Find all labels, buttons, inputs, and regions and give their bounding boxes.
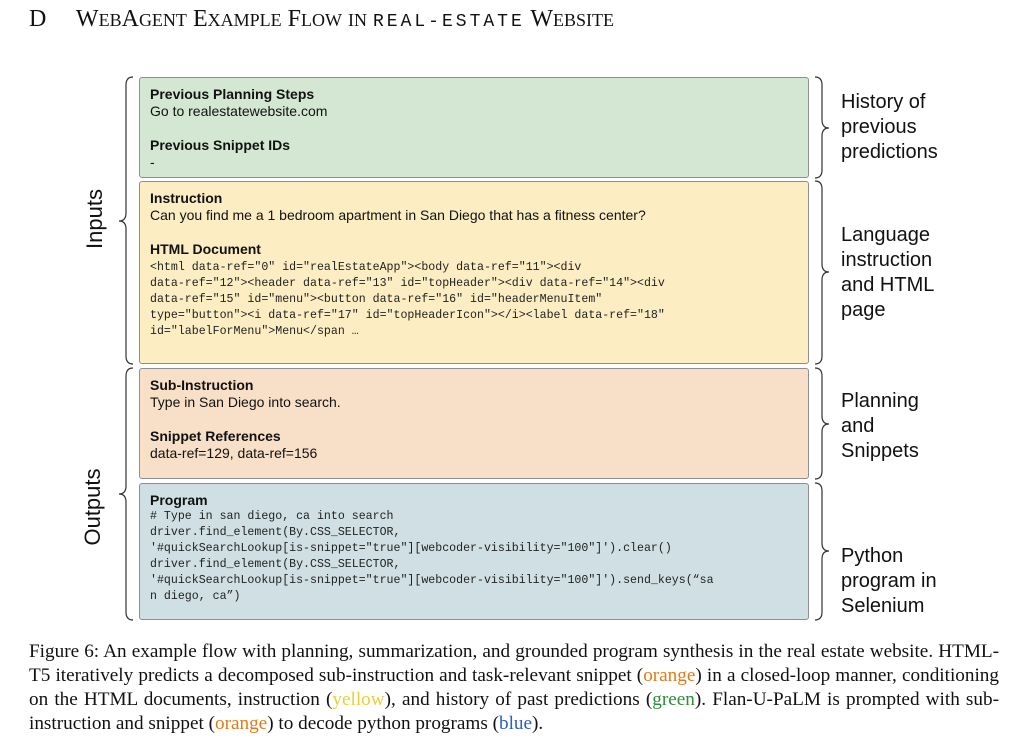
outputs-label: Outputs: [80, 468, 105, 546]
instruction-right-line-1: Language: [841, 224, 930, 246]
instruction-right-label: [841, 223, 934, 323]
heading-word-agent-initial: A: [121, 6, 139, 32]
program-label: Program: [150, 492, 208, 508]
section-letter: D: [29, 6, 47, 32]
planning-right-line-1: Planning: [841, 390, 919, 412]
program-box: [139, 483, 809, 620]
program-code: # Type in san diego, ca into search driver.find_element(By.CSS_SELECTOR, '#quickSearchLookup[is-snippet="true"][webcoder-visibility="100"]').clear() driver.find_element(By.CSS_SELECTOR, '#quickSearchLookup[is-snippet="true"][webcoder-visibility="100"]').send_keys(“sa n diego, ca”): [150, 510, 714, 603]
heading-word-web-rest: EB: [98, 10, 122, 30]
caption-yellow: yellow: [332, 689, 385, 710]
html-document-code: <html data-ref="0" id="realEstateApp"><body data-ref="11"><div data-ref="12"><header data-ref="13" id="topHeader"><div data-ref="14"><div data-ref="15" id="menu"><button data-ref="16" id="headerMenuItem" type="button"><i data-ref="17" id="topHeaderIcon"></i><label data-ref="18" id="labelForMenu">Menu</span …: [150, 261, 665, 338]
planning-box: [139, 368, 809, 479]
history-brace: [815, 77, 829, 178]
history-right-line-2: previous: [841, 116, 917, 138]
instruction-right-line-3: and HTML: [841, 274, 935, 296]
inputs-label: Inputs: [82, 189, 107, 249]
heading-word-agent-rest: GENT: [138, 10, 187, 30]
caption-part-2: ) in a closed-loop manner, conditioning on the HTML documents, instruction (: [29, 665, 999, 710]
instruction-brace: [815, 181, 829, 364]
caption-part-5: ) to decode python programs (: [267, 713, 499, 734]
history-right-line-1: History of: [841, 91, 926, 113]
heading-word-example-rest: XAMPLE: [207, 10, 282, 30]
instruction-box: [139, 181, 809, 364]
heading-word-web-initial: W: [75, 6, 99, 32]
previous-snippet-ids-text: -: [150, 154, 155, 170]
history-right-line-3: predictions: [841, 141, 938, 163]
heading-word-flow-initial: F: [287, 6, 301, 32]
caption-part-3: ), and history of past predictions (: [384, 689, 653, 710]
planning-brace: [815, 368, 829, 479]
previous-planning-steps-label: Previous Planning Steps: [150, 86, 315, 102]
instruction-right-line-4: page: [841, 299, 886, 321]
figure-caption: [29, 640, 999, 736]
caption-blue: blue: [499, 713, 533, 734]
history-right-label: [841, 90, 938, 165]
instruction-right-line-2: instruction: [841, 249, 933, 271]
previous-planning-steps-text: Go to realestatewebsite.com: [150, 103, 328, 119]
planning-right-label: [841, 389, 919, 464]
sub-instruction-label: Sub-Instruction: [150, 377, 254, 393]
caption-orange-2: orange: [214, 713, 268, 734]
program-right-line-1: Python: [841, 545, 904, 567]
heading-word-flow-rest: LOW: [300, 10, 342, 30]
outputs-brace: [119, 368, 133, 620]
caption-part-1: Figure 6: An example flow with planning, summarization, and grounded program synthesis in the real estate website. HTML-T5 iteratively predicts a decomposed sub-instruction and task-relevant snippet (: [29, 641, 999, 686]
previous-snippet-ids-label: Previous Snippet IDs: [150, 137, 291, 153]
caption-green: green: [652, 689, 695, 710]
html-document-label: HTML Document: [150, 241, 261, 257]
heading-word-website-initial: W: [530, 6, 554, 32]
heading-word-example-initial: E: [192, 6, 208, 32]
snippet-references-text: data-ref=129, data-ref=156: [150, 445, 318, 461]
instruction-label: Instruction: [150, 190, 223, 206]
heading-word-website-rest: EBSITE: [553, 10, 615, 30]
sub-instruction-text: Type in San Diego into search.: [150, 394, 341, 410]
program-right-label: [841, 544, 937, 619]
heading-word-real-estate: REAL-ESTATE: [372, 12, 525, 32]
history-box: [139, 77, 809, 178]
program-right-line-2: program in: [841, 570, 937, 592]
program-right-line-3: Selenium: [841, 595, 925, 617]
planning-right-line-2: and: [841, 415, 875, 437]
inputs-brace: [119, 77, 133, 364]
program-brace: [815, 483, 829, 620]
caption-orange-1: orange: [643, 665, 696, 686]
instruction-text: Can you find me a 1 bedroom apartment in San Diego that has a fitness center?: [150, 207, 646, 223]
caption-part-4: ). Flan-U-PaLM is prompted with sub-instruction and snippet (: [29, 689, 999, 734]
caption-part-6: ).: [532, 713, 544, 734]
heading-word-in: IN: [347, 10, 367, 30]
planning-right-line-3: Snippets: [841, 440, 919, 462]
snippet-references-label: Snippet References: [150, 428, 281, 444]
